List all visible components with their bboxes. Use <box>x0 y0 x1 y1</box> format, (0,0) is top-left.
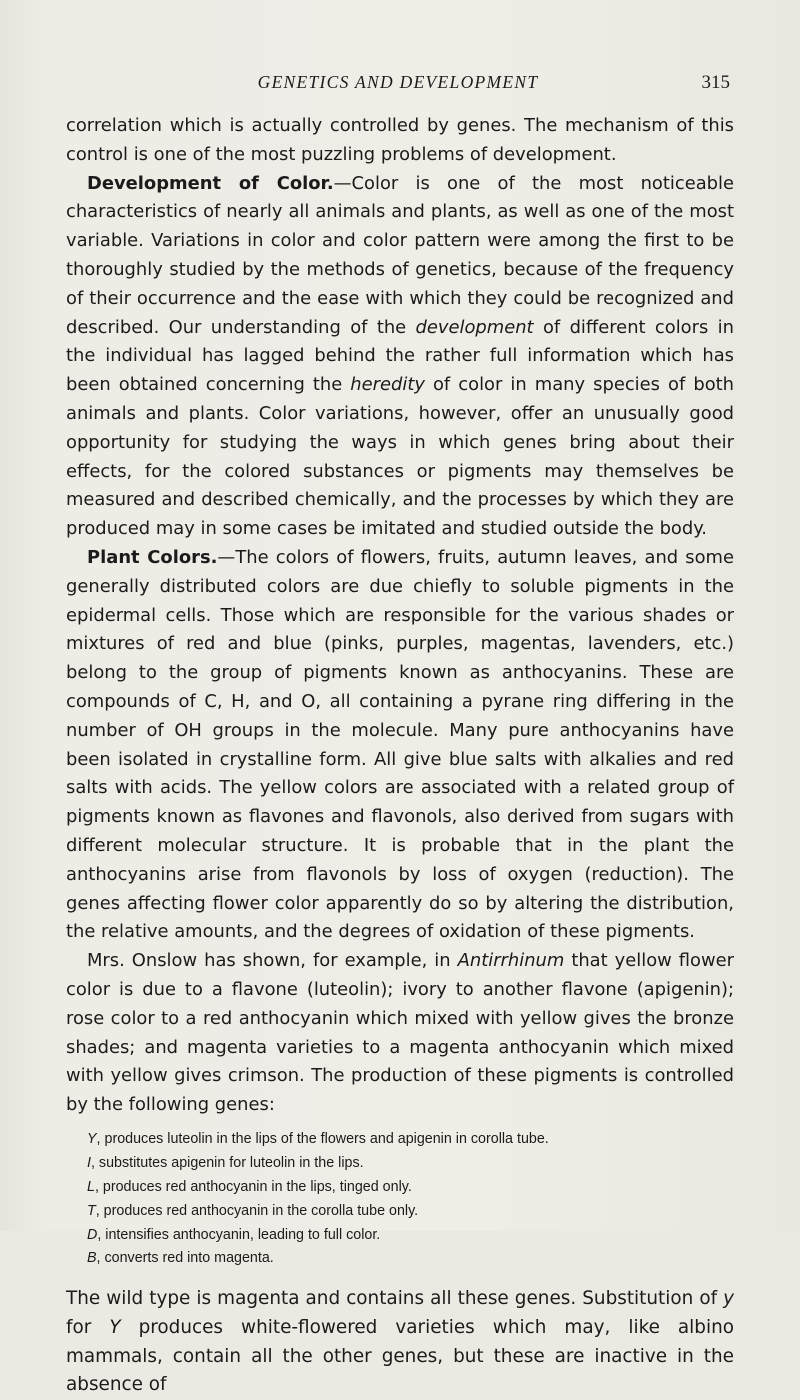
emphasis-gene-y-upper: Y <box>109 1316 121 1338</box>
paragraph-wild-type <box>66 1285 734 1399</box>
emphasis-development: development <box>415 316 534 338</box>
gene-description: , produces red anthocyanin in the corolla tube only. <box>95 1202 419 1219</box>
gene-description: , intensifies anthocyanin, leading to full color. <box>97 1226 381 1243</box>
emphasis-gene-y-lower: y <box>723 1288 734 1310</box>
gene-symbol: B <box>87 1250 97 1267</box>
section-heading-plant-colors: Plant Colors. <box>87 546 218 568</box>
gene-description: , produces luteolin in the lips of the flowers and apigenin in corolla tube. <box>96 1130 549 1147</box>
gene-symbol: L <box>87 1178 95 1195</box>
paragraph-text: of different colors in the individual has lagged behind the rather full information which has been obtained concerning the <box>66 316 734 396</box>
paragraph-text: The wild type is magenta and contains all these genes. Substitution of <box>66 1288 724 1310</box>
gene-description: , converts red into magenta. <box>96 1250 274 1267</box>
emphasis-antirrhinum: Antirrhinum <box>457 950 565 972</box>
paragraph-text: —The colors of flowers, fruits, autumn leaves, and some generally distributed colors are due chiefly to soluble pigments in the epidermal cells. Those which are responsible for the various shades or mixtures of red and blue (pinks, purples, magentas, lavenders, etc.) belong to the group of pigments known as anthocyanins. These are compounds of C, H, and O, all containing a pyrane ring differing in the number of OH groups in the molecule. Many pure anthocyanins have been isolated in crystalline form. All give blue salts with alkalies and red salts with acids. The yellow colors are associated with a related group of pigments known as flavones and flavonols, also derived from sugars with different molecular structure. It is probable that in the plant the anthocyanins arise from flavonols by loss of oxygen (reduction). The genes affecting flower color apparently do so by altering the distribution, the relative amounts, and the degrees of oxidation of these pigments. <box>66 546 734 943</box>
gene-item-b <box>87 1247 734 1271</box>
page-number: 315 <box>701 72 730 93</box>
paragraph-continuation <box>66 112 734 170</box>
gene-item-d <box>87 1224 734 1248</box>
paragraph-text: Mrs. Onslow has shown, for example, in <box>87 950 458 972</box>
running-title: GENETICS AND DEVELOPMENT <box>257 72 539 92</box>
paragraph-text: correlation which is actually controlled by genes. The mechanism of this control is one of the most puzzling problems of development. <box>66 115 734 165</box>
paragraph-text: of color in many species of both animals and plants. Color variations, however, offer an unusually good opportunity for studying the ways in which genes bring about their effects, for the colored substances or pigments may themselves be measured and described chemically, and the processes by which they are produced may in some cases be imitated and studied outside the body. <box>66 374 734 540</box>
paragraph-text: for <box>66 1316 110 1338</box>
paragraph-text: that yellow flower color is due to a flavone (luteolin); ivory to another flavone (apigenin); rose color to a red anthocyanin which mixed with yellow gives the bronze shades; and magenta varieties to a magenta anthocyanin which mixed with yellow gives crimson. The production of these pigments is controlled by the following genes: <box>66 950 734 1116</box>
paragraph-development-of-color <box>66 170 734 544</box>
emphasis-heredity: heredity <box>350 374 425 396</box>
gene-item-t <box>87 1200 734 1224</box>
gene-symbol: I <box>87 1154 91 1171</box>
gene-list <box>66 1128 734 1271</box>
paragraph-text: produces white-flowered varieties which may, like albino mammals, contain all the other genes, but these are inactive in the absence of <box>66 1316 734 1396</box>
paragraph-onslow <box>66 947 734 1120</box>
paragraph-plant-colors <box>66 544 734 947</box>
section-heading-development-of-color: Development of Color. <box>87 172 334 194</box>
page-body <box>66 112 734 1400</box>
gene-item-l <box>87 1176 734 1200</box>
paragraph-text: —Color is one of the most noticeable characteristics of nearly all animals and plants, as well as one of the most variable. Variations in color and color pattern were among the first to be thoroughly studied by the methods of genetics, because of the frequency of their occurrence and the ease with which they could be recognized and described. Our understanding of the <box>66 172 734 338</box>
gene-symbol: Y <box>87 1130 97 1147</box>
gene-item-i <box>87 1152 734 1176</box>
gene-description: , substitutes apigenin for luteolin in the lips. <box>90 1154 364 1171</box>
gene-symbol: T <box>87 1202 96 1219</box>
gene-symbol: D <box>87 1226 98 1243</box>
gene-description: , produces red anthocyanin in the lips, tinged only. <box>94 1178 412 1195</box>
page-header <box>66 72 730 100</box>
gene-item-y <box>87 1128 734 1152</box>
